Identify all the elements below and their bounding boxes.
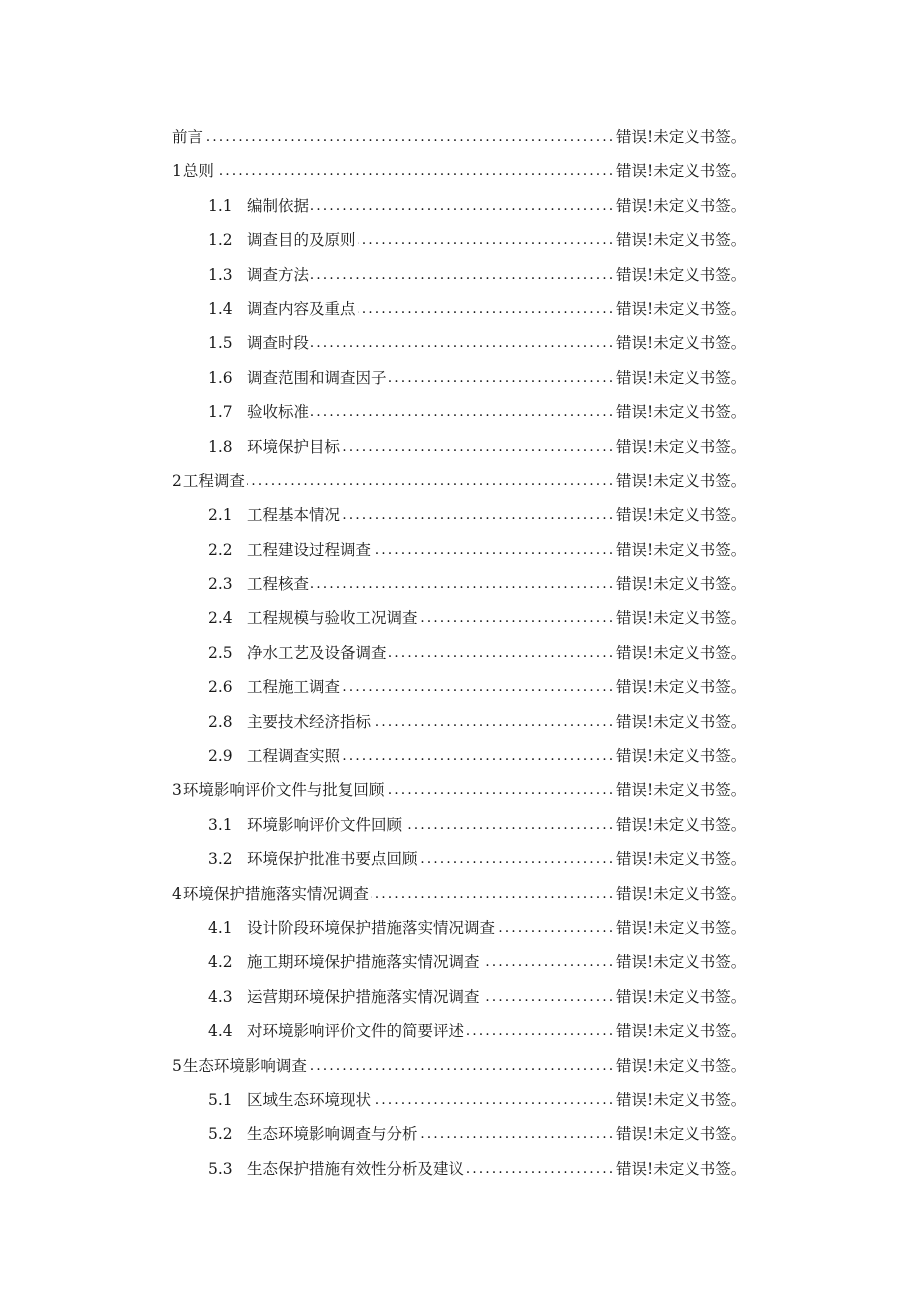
- toc-dot-leader: [404, 808, 612, 842]
- toc-entry-number: 1.8: [208, 437, 233, 456]
- toc-entry-number: 1.6: [208, 368, 233, 387]
- toc-entry-label: [208, 1083, 371, 1117]
- toc-entry-number: 1.4: [208, 299, 233, 318]
- toc-entry-page-ref: 错误!未定义书签。: [616, 437, 747, 456]
- toc-dot-leader: [311, 567, 612, 601]
- toc-entry-title: 调查目的及原则: [247, 231, 356, 250]
- toc-entry-label: [208, 1014, 464, 1048]
- toc-entry-number: 2: [172, 471, 182, 490]
- toc-dot-leader: [216, 154, 612, 188]
- toc-entry-title: 工程建设过程调查: [247, 540, 372, 559]
- toc-entry[interactable]: [0, 636, 920, 670]
- toc-dot-leader: [482, 945, 612, 979]
- toc-entry[interactable]: [0, 1014, 920, 1048]
- toc-entry-label: [208, 430, 340, 464]
- toc-dot-leader: [466, 1152, 612, 1186]
- toc-entry-page-ref: 错误!未定义书签。: [616, 403, 747, 422]
- toc-entry-number: 5: [172, 1056, 182, 1075]
- toc-entry-page-ref: 错误!未定义书签。: [616, 1090, 747, 1109]
- toc-entry-title: 生态环境影响调查与分析: [247, 1125, 418, 1144]
- toc-entry-page-ref: 错误!未定义书签。: [616, 678, 747, 697]
- toc-dot-leader: [309, 1049, 612, 1083]
- toc-entry-page-ref: 错误!未定义书签。: [616, 712, 747, 731]
- toc-entry-label: [208, 808, 402, 842]
- toc-entry-title: 环境保护批准书要点回顾: [247, 850, 418, 869]
- toc-entry-label: [208, 326, 309, 360]
- toc-entry-title: 工程基本情况: [247, 506, 341, 525]
- toc-entry-number: 1.1: [208, 196, 233, 215]
- toc-entry-page-ref: 错误!未定义书签。: [616, 506, 747, 525]
- toc-entry-label: [208, 361, 387, 395]
- toc-entry-page-ref: 错误!未定义书签。: [616, 1125, 747, 1144]
- toc-entry-title: 工程施工调查: [247, 678, 341, 697]
- toc-dot-leader: [420, 842, 612, 876]
- toc-entry-label: [208, 601, 418, 635]
- toc-entry-page-ref: 错误!未定义书签。: [616, 540, 747, 559]
- toc-dot-leader: [358, 223, 612, 257]
- toc-entry[interactable]: [0, 1049, 920, 1083]
- toc-entry-page-ref: 错误!未定义书签。: [616, 231, 747, 250]
- toc-entry-page-ref: 错误!未定义书签。: [616, 471, 747, 490]
- toc-entry-label: [172, 773, 384, 807]
- toc-entry-page-ref: 错误!未定义书签。: [616, 953, 747, 972]
- toc-entry-page-ref: 错误!未定义书签。: [616, 368, 747, 387]
- toc-dot-leader: [420, 1117, 612, 1151]
- toc-entry-title: 工程调查: [182, 471, 245, 490]
- toc-entry-label: [208, 636, 387, 670]
- toc-entry-number: 5.3: [208, 1159, 233, 1178]
- toc-entry[interactable]: [0, 911, 920, 945]
- toc-entry[interactable]: [0, 1117, 920, 1151]
- toc-entry[interactable]: [0, 601, 920, 635]
- toc-entry-number: 4.1: [208, 918, 233, 937]
- toc-entry-number: 2.1: [208, 506, 233, 525]
- toc-entry-label: [208, 1152, 464, 1186]
- toc-dot-leader: [311, 326, 612, 360]
- toc-entry[interactable]: [0, 533, 920, 567]
- toc-entry-label: [172, 154, 214, 188]
- toc-dot-leader: [373, 705, 612, 739]
- toc-entry-title: 工程规模与验收工况调查: [247, 609, 418, 628]
- toc-entry-page-ref: 错误!未定义书签。: [616, 299, 747, 318]
- toc-entry-title: 环境影响评价文件与批复回顾: [182, 781, 385, 800]
- toc-entry-label: [208, 842, 418, 876]
- toc-entry-label: [208, 395, 309, 429]
- toc-entry-label: [172, 464, 245, 498]
- toc-dot-leader: [311, 258, 612, 292]
- toc-entry-number: 2.4: [208, 609, 233, 628]
- toc-dot-leader: [386, 773, 612, 807]
- toc-entry-number: 1.5: [208, 334, 233, 353]
- toc-entry[interactable]: [0, 842, 920, 876]
- toc-dot-leader: [420, 601, 612, 635]
- toc-entry-label: [208, 1117, 418, 1151]
- toc-entry-label: [208, 739, 340, 773]
- toc-entry[interactable]: [0, 498, 920, 532]
- toc-entry-title: 净水工艺及设备调查: [247, 643, 387, 662]
- toc-dot-leader: [373, 1083, 612, 1117]
- toc-entry-title: 对环境影响评价文件的简要评述: [247, 1022, 465, 1041]
- toc-entry-label: [208, 533, 371, 567]
- toc-entry-page-ref: 错误!未定义书签。: [616, 747, 747, 766]
- toc-dot-leader: [482, 980, 612, 1014]
- toc-entry-title: 调查内容及重点: [247, 299, 356, 318]
- toc-entry[interactable]: [0, 980, 920, 1014]
- toc-entry-number: 2.8: [208, 712, 233, 731]
- toc-entry-title: 编制依据: [247, 196, 310, 215]
- toc-entry-number: 3: [172, 781, 182, 800]
- toc-entry-number: 1.3: [208, 265, 233, 284]
- toc-entry-page-ref: 错误!未定义书签。: [616, 575, 747, 594]
- toc-entry-number: 5.2: [208, 1125, 233, 1144]
- toc-entry[interactable]: [0, 670, 920, 704]
- toc-entry-title: 工程调查实照: [247, 747, 341, 766]
- toc-entry-number: 5.1: [208, 1090, 233, 1109]
- toc-entry-page-ref: 错误!未定义书签。: [616, 609, 747, 628]
- toc-entry-number: 3.1: [208, 815, 233, 834]
- toc-entry-label: [208, 223, 356, 257]
- toc-dot-leader: [342, 498, 612, 532]
- toc-entry-label: [208, 980, 480, 1014]
- toc-entry-number: 2.6: [208, 678, 233, 697]
- toc-dot-leader: [342, 670, 612, 704]
- toc-entry-page-ref: 错误!未定义书签。: [616, 1159, 747, 1178]
- toc-entry-number: 4.2: [208, 953, 233, 972]
- toc-entry-label: [208, 911, 495, 945]
- toc-entry-title: 环境保护措施落实情况调查: [182, 884, 369, 903]
- toc-dot-leader: [311, 189, 612, 223]
- toc-entry[interactable]: [0, 258, 920, 292]
- toc-entry[interactable]: [0, 326, 920, 360]
- toc-entry-page-ref: 错误!未定义书签。: [616, 781, 747, 800]
- toc-entry-page-ref: 错误!未定义书签。: [616, 196, 747, 215]
- toc-entry-title: 运营期环境保护措施落实情况调查: [247, 987, 480, 1006]
- toc-entry-number: 2.3: [208, 575, 233, 594]
- toc-entry-title: 环境保护目标: [247, 437, 341, 456]
- toc-dot-leader: [205, 120, 612, 154]
- toc-entry-label: [208, 498, 340, 532]
- toc-entry-number: 1.2: [208, 231, 233, 250]
- toc-entry[interactable]: [0, 430, 920, 464]
- toc-entry[interactable]: [0, 739, 920, 773]
- toc-entry-number: 2.9: [208, 747, 233, 766]
- toc-entry-label: [208, 705, 371, 739]
- toc-entry-title: 调查时段: [247, 334, 310, 353]
- toc-dot-leader: [466, 1014, 612, 1048]
- toc-entry-number: 4: [172, 884, 182, 903]
- toc-entry-number: 2.5: [208, 643, 233, 662]
- toc-dot-leader: [497, 911, 612, 945]
- toc-entry-page-ref: 错误!未定义书签。: [616, 334, 747, 353]
- toc-entry-number: 1.7: [208, 403, 233, 422]
- toc-entry-label: [172, 1049, 307, 1083]
- toc-entry-label: [172, 877, 369, 911]
- toc-entry[interactable]: [0, 223, 920, 257]
- toc-entry-title: 环境影响评价文件回顾: [247, 815, 403, 834]
- toc-dot-leader: [342, 430, 612, 464]
- toc-dot-leader: [389, 361, 612, 395]
- toc-entry-page-ref: 错误!未定义书签。: [616, 1022, 747, 1041]
- toc-entry-title: 生态环境影响调查: [182, 1056, 307, 1075]
- toc-entry-page-ref: 错误!未定义书签。: [616, 128, 747, 146]
- toc-entry-title: 前言: [172, 128, 204, 146]
- toc-entry[interactable]: [0, 945, 920, 979]
- toc-entry[interactable]: [0, 1152, 920, 1186]
- toc-entry-title: 区域生态环境现状: [247, 1090, 372, 1109]
- table-of-contents: [0, 120, 920, 1186]
- toc-entry-label: [208, 670, 340, 704]
- toc-dot-leader: [247, 464, 612, 498]
- toc-entry[interactable]: [0, 773, 920, 807]
- toc-entry-number: 3.2: [208, 850, 233, 869]
- toc-dot-leader: [311, 395, 612, 429]
- toc-entry[interactable]: [0, 395, 920, 429]
- toc-entry[interactable]: [0, 154, 920, 188]
- toc-entry-title: 调查方法: [247, 265, 310, 284]
- toc-entry[interactable]: [0, 808, 920, 842]
- toc-entry[interactable]: [0, 189, 920, 223]
- toc-entry-title: 生态保护措施有效性分析及建议: [247, 1159, 465, 1178]
- toc-entry-page-ref: 错误!未定义书签。: [616, 884, 747, 903]
- toc-entry-page-ref: 错误!未定义书签。: [616, 850, 747, 869]
- toc-dot-leader: [389, 636, 612, 670]
- toc-entry-page-ref: 错误!未定义书签。: [616, 162, 747, 181]
- toc-entry-title: 设计阶段环境保护措施落实情况调查: [247, 918, 496, 937]
- toc-entry-title: 主要技术经济指标: [247, 712, 372, 731]
- toc-entry[interactable]: [0, 567, 920, 601]
- toc-entry-label: [208, 258, 309, 292]
- toc-entry[interactable]: [0, 120, 920, 154]
- toc-entry-label: [208, 292, 356, 326]
- toc-dot-leader: [358, 292, 612, 326]
- toc-entry[interactable]: [0, 1083, 920, 1117]
- toc-entry[interactable]: [0, 877, 920, 911]
- toc-entry-label: [208, 945, 480, 979]
- toc-entry-page-ref: 错误!未定义书签。: [616, 1056, 747, 1075]
- toc-entry-title: 调查范围和调查因子: [247, 368, 387, 387]
- toc-dot-leader: [342, 739, 612, 773]
- toc-entry[interactable]: [0, 705, 920, 739]
- toc-entry-label: [208, 567, 309, 601]
- toc-entry-page-ref: 错误!未定义书签。: [616, 265, 747, 284]
- toc-entry-label: [208, 189, 309, 223]
- toc-dot-leader: [371, 877, 612, 911]
- toc-entry-title: 总则: [182, 162, 214, 181]
- toc-entry[interactable]: [0, 361, 920, 395]
- toc-entry[interactable]: [0, 292, 920, 326]
- toc-entry-page-ref: 错误!未定义书签。: [616, 643, 747, 662]
- toc-entry-title: 施工期环境保护措施落实情况调查: [247, 953, 480, 972]
- toc-entry-number: 4.4: [208, 1022, 233, 1041]
- toc-entry[interactable]: [0, 464, 920, 498]
- toc-entry-number: 4.3: [208, 987, 233, 1006]
- toc-entry-title: 验收标准: [247, 403, 310, 422]
- toc-entry-page-ref: 错误!未定义书签。: [616, 815, 747, 834]
- toc-entry-title: 工程核查: [247, 575, 310, 594]
- toc-entry-number: 2.2: [208, 540, 233, 559]
- toc-entry-label: [172, 120, 203, 154]
- toc-entry-number: 1: [172, 162, 182, 181]
- toc-entry-page-ref: 错误!未定义书签。: [616, 987, 747, 1006]
- toc-entry-page-ref: 错误!未定义书签。: [616, 918, 747, 937]
- toc-dot-leader: [373, 533, 612, 567]
